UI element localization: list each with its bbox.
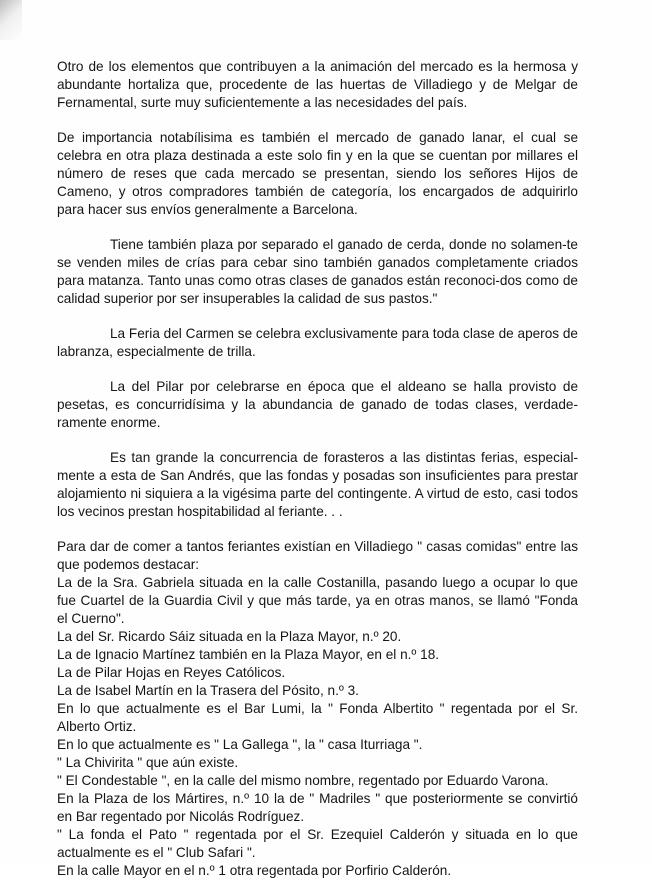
document-body — [57, 58, 578, 880]
list-item: En lo que actualmente es " La Gallega ", la " casa Iturriaga ". — [57, 737, 423, 752]
list-item: En lo que actualmente es el Bar Lumi, la " Fonda Albertito " regentada por el Sr. Alberto Ortiz. — [57, 701, 578, 734]
paragraph-feria-carmen: La Feria del Carmen se celebra exclusivamente para toda clase de aperos de labranza, especialmente de trilla. — [57, 326, 578, 359]
list-item: La del Sr. Ricardo Sáiz situada en la Plaza Mayor, n.º 20. — [57, 629, 402, 644]
paragraph-ganado-lanar: De importancia notabílisima es también el mercado de ganado lanar, el cual se celebra en otra plaza destinada a este solo fin y en la que se cuentan por millares el número de reses que cada mercado se presentan, siendo los señores Hijos de Cameno, y otros compradores también de categoría, los encargados de adquirirlo para hacer sus envíos generalmente a Barcelona. — [57, 130, 578, 217]
list-intro: Para dar de comer a tantos feriantes existían en Villadiego " casas comidas" entre las que podemos destacar: — [57, 539, 578, 572]
paragraph-feria-pilar: La del Pilar por celebrarse en época que el aldeano se halla provisto de pesetas, es concurridísima y la abundancia de ganado de todas clases, verdade-ramente enorme. — [57, 379, 578, 430]
paragraph-ganado-cerda: Tiene también plaza por separado el ganado de cerda, donde no solamen-te se venden miles de crías para cebar sino también ganados completamente criados para matanza. Tanto unas como otras clases de ganados están reconoci-dos como de calidad superior por ser insuperables la calidad de sus pastos." — [57, 237, 578, 306]
list-item: " La Chivirita " que aún existe. — [57, 755, 239, 770]
scan-corner-shadow — [0, 0, 22, 40]
paragraph-hortaliza: Otro de los elementos que contribuyen a la animación del mercado es la hermosa y abundante hortaliza que, procedente de las huertas de Villadiego y de Melgar de Fernamental, surte muy suficientemente a las necesidades del país. — [57, 59, 578, 110]
list-item: " El Condestable ", en la calle del mismo nombre, regentado por Eduardo Varona. — [57, 773, 549, 788]
list-item: " La fonda el Pato " regentada por el Sr. Ezequiel Calderón y situada en lo que actualmente es el " Club Safari ". — [57, 827, 578, 860]
paragraph-forasteros: Es tan grande la concurrencia de forasteros a las distintas ferias, especial-mente a esta de San Andrés, que las fondas y posadas son insuficientes para prestar alojamiento ni siquiera a la vigésima parte del contingente. A virtud de esto, casi todos los vecinos prestan hospitabilidad al feriante. . . — [57, 450, 578, 519]
casas-comidas-list — [57, 574, 578, 880]
list-item: La de Pilar Hojas en Reyes Católicos. — [57, 665, 286, 680]
list-item: La de Isabel Martín en la Trasera del Pósito, n.º 3. — [57, 683, 359, 698]
list-item: En la Plaza de los Mártires, n.º 10 la de " Madriles " que posteriormente se convirtió en Bar regentado por Nicolás Rodríguez. — [57, 791, 578, 824]
list-item: La de la Sra. Gabriela situada en la calle Costanilla, pasando luego a ocupar lo que fue Cuartel de la Guardia Civil y que más tarde, ya en otras manos, se llamó "Fonda el Cuerno". — [57, 575, 578, 626]
list-item: En la calle Mayor en el n.º 1 otra regentada por Porfirio Calderón. — [57, 863, 452, 878]
list-item: La de Ignacio Martínez también en la Plaza Mayor, en el n.º 18. — [57, 647, 440, 662]
